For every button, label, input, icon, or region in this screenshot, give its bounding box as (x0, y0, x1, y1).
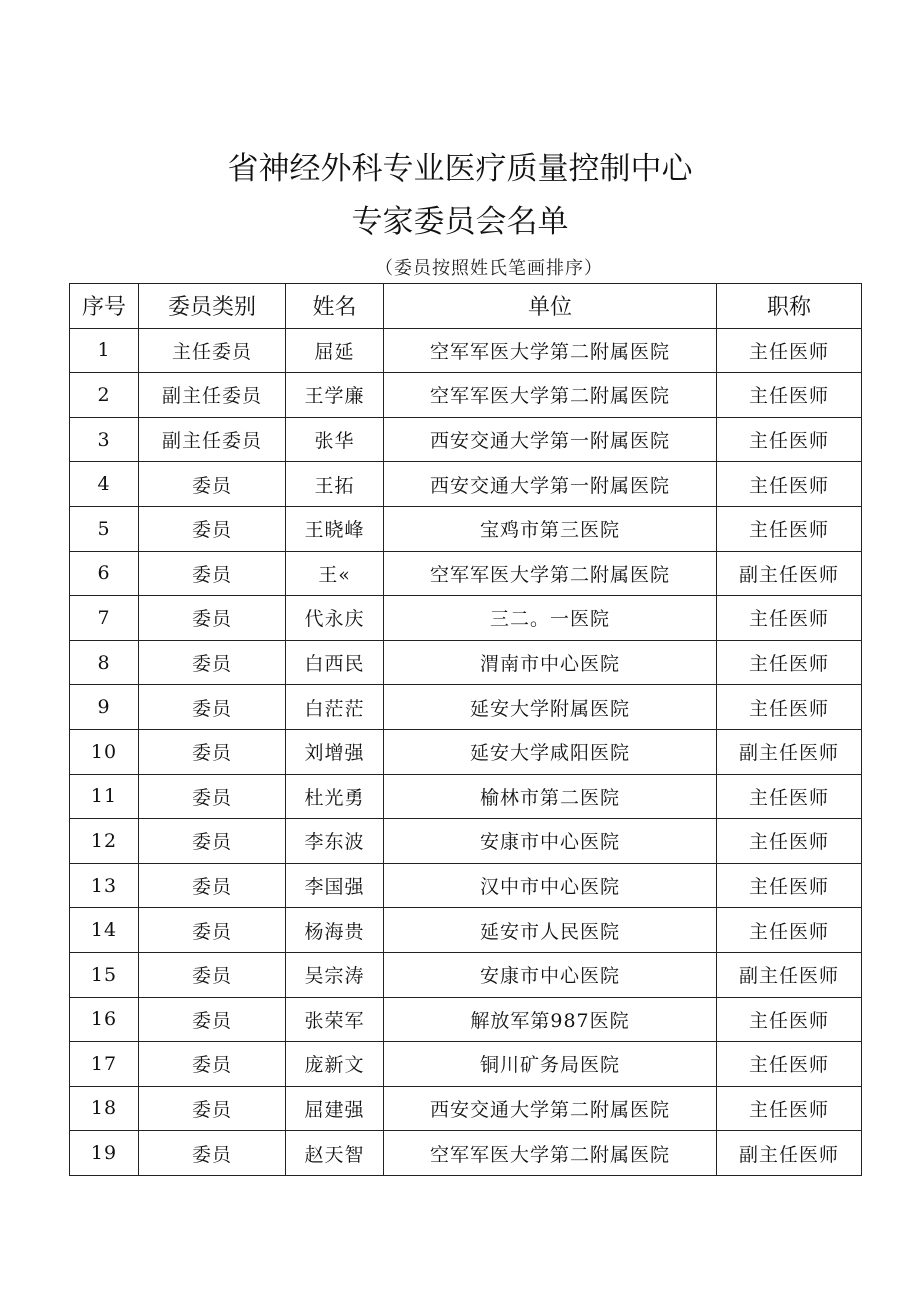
table-row (70, 774, 862, 819)
cell-category: 委员 (139, 1131, 286, 1176)
cell-title: 主任医师 (717, 863, 862, 908)
cell-category: 委员 (139, 685, 286, 730)
table-row (70, 819, 862, 864)
cell-unit: 汉中市中心医院 (384, 863, 717, 908)
cell-unit: 延安大学附属医院 (384, 685, 717, 730)
cell-name: 庞新文 (286, 1042, 384, 1087)
cell-title: 主任医师 (717, 819, 862, 864)
cell-number: 14 (70, 908, 139, 953)
table-header-row (70, 284, 862, 329)
cell-title: 主任医师 (717, 908, 862, 953)
table-row (70, 863, 862, 908)
cell-unit: 延安市人民医院 (384, 908, 717, 953)
cell-title: 副主任医师 (717, 1131, 862, 1176)
table-row (70, 685, 862, 730)
cell-category: 主任委员 (139, 328, 286, 373)
cell-title: 主任医师 (717, 997, 862, 1042)
cell-category: 委员 (139, 596, 286, 641)
sorting-note: （委员按照姓氏笔画排序） (375, 258, 603, 279)
table-row (70, 1131, 862, 1176)
table-row (70, 997, 862, 1042)
table-row (70, 640, 862, 685)
cell-category: 委员 (139, 1042, 286, 1087)
cell-unit: 空军军医大学第二附属医院 (384, 373, 717, 418)
cell-number: 4 (70, 462, 139, 507)
cell-title: 主任医师 (717, 373, 862, 418)
cell-unit: 空军军医大学第二附属医院 (384, 328, 717, 373)
cell-unit: 西安交通大学第一附属医院 (384, 417, 717, 462)
cell-number: 13 (70, 863, 139, 908)
cell-unit: 宝鸡市第三医院 (384, 506, 717, 551)
cell-unit: 安康市中心医院 (384, 952, 717, 997)
table-row (70, 908, 862, 953)
table-row (70, 551, 862, 596)
cell-number: 11 (70, 774, 139, 819)
cell-title: 副主任医师 (717, 729, 862, 774)
table-row (70, 952, 862, 997)
cell-title: 主任医师 (717, 328, 862, 373)
cell-title: 主任医师 (717, 685, 862, 730)
cell-name: 屈延 (286, 328, 384, 373)
cell-unit: 安康市中心医院 (384, 819, 717, 864)
cell-unit: 空军军医大学第二附属医院 (384, 551, 717, 596)
cell-number: 18 (70, 1086, 139, 1131)
cell-category: 委员 (139, 997, 286, 1042)
cell-title: 主任医师 (717, 1086, 862, 1131)
cell-name: 李东波 (286, 819, 384, 864)
cell-category: 委员 (139, 863, 286, 908)
cell-name: 刘增强 (286, 729, 384, 774)
cell-title: 主任医师 (717, 1042, 862, 1087)
cell-name: 杜光勇 (286, 774, 384, 819)
cell-unit: 空军军医大学第二附属医院 (384, 1131, 717, 1176)
cell-unit: 延安大学咸阳医院 (384, 729, 717, 774)
cell-number: 10 (70, 729, 139, 774)
cell-category: 委员 (139, 729, 286, 774)
cell-name: 杨海贵 (286, 908, 384, 953)
cell-unit: 三二。一医院 (384, 596, 717, 641)
cell-unit: 渭南市中心医院 (384, 640, 717, 685)
cell-number: 6 (70, 551, 139, 596)
document-title-line1: 省神经外科专业医疗质量控制中心 (227, 151, 693, 187)
cell-number: 3 (70, 417, 139, 462)
cell-category: 委员 (139, 819, 286, 864)
cell-category: 委员 (139, 1086, 286, 1131)
cell-unit: 解放军第987医院 (384, 997, 717, 1042)
table-row (70, 596, 862, 641)
table-row (70, 373, 862, 418)
cell-name: 白茫茫 (286, 685, 384, 730)
cell-number: 16 (70, 997, 139, 1042)
cell-number: 15 (70, 952, 139, 997)
cell-number: 17 (70, 1042, 139, 1087)
cell-number: 19 (70, 1131, 139, 1176)
cell-category: 委员 (139, 551, 286, 596)
cell-category: 委员 (139, 774, 286, 819)
cell-number: 2 (70, 373, 139, 418)
cell-name: 王« (286, 551, 384, 596)
table-row (70, 417, 862, 462)
document-title-line2: 专家委员会名单 (351, 204, 569, 240)
cell-number: 1 (70, 328, 139, 373)
cell-name: 赵天智 (286, 1131, 384, 1176)
cell-title: 主任医师 (717, 417, 862, 462)
cell-number: 12 (70, 819, 139, 864)
cell-unit: 西安交通大学第一附属医院 (384, 462, 717, 507)
cell-number: 8 (70, 640, 139, 685)
cell-name: 王学廉 (286, 373, 384, 418)
cell-unit: 铜川矿务局医院 (384, 1042, 717, 1087)
cell-title: 主任医师 (717, 596, 862, 641)
cell-number: 7 (70, 596, 139, 641)
cell-name: 白西民 (286, 640, 384, 685)
cell-name: 张荣军 (286, 997, 384, 1042)
cell-category: 委员 (139, 908, 286, 953)
table-row (70, 1086, 862, 1131)
table-row (70, 462, 862, 507)
table-row (70, 328, 862, 373)
cell-category: 副主任委员 (139, 373, 286, 418)
cell-name: 吴宗涛 (286, 952, 384, 997)
cell-title: 副主任医师 (717, 551, 862, 596)
table-row (70, 1042, 862, 1087)
cell-title: 主任医师 (717, 506, 862, 551)
table-row (70, 729, 862, 774)
table-row (70, 506, 862, 551)
cell-title: 副主任医师 (717, 952, 862, 997)
cell-category: 委员 (139, 952, 286, 997)
cell-name: 张华 (286, 417, 384, 462)
committee-roster-table (69, 283, 862, 1176)
cell-title: 主任医师 (717, 462, 862, 507)
cell-name: 代永庆 (286, 596, 384, 641)
cell-category: 委员 (139, 640, 286, 685)
header-unit: 单位 (384, 284, 717, 329)
header-number: 序号 (70, 284, 139, 329)
cell-name: 李国强 (286, 863, 384, 908)
cell-number: 5 (70, 506, 139, 551)
cell-category: 委员 (139, 506, 286, 551)
cell-title: 主任医师 (717, 774, 862, 819)
cell-unit: 西安交通大学第二附属医院 (384, 1086, 717, 1131)
header-name: 姓名 (286, 284, 384, 329)
cell-unit: 榆林市第二医院 (384, 774, 717, 819)
cell-title: 主任医师 (717, 640, 862, 685)
cell-number: 9 (70, 685, 139, 730)
cell-category: 副主任委员 (139, 417, 286, 462)
cell-name: 屈建强 (286, 1086, 384, 1131)
cell-category: 委员 (139, 462, 286, 507)
cell-name: 王拓 (286, 462, 384, 507)
header-category: 委员类别 (139, 284, 286, 329)
cell-name: 王晓峰 (286, 506, 384, 551)
header-title: 职称 (717, 284, 862, 329)
table-body (70, 328, 862, 1175)
